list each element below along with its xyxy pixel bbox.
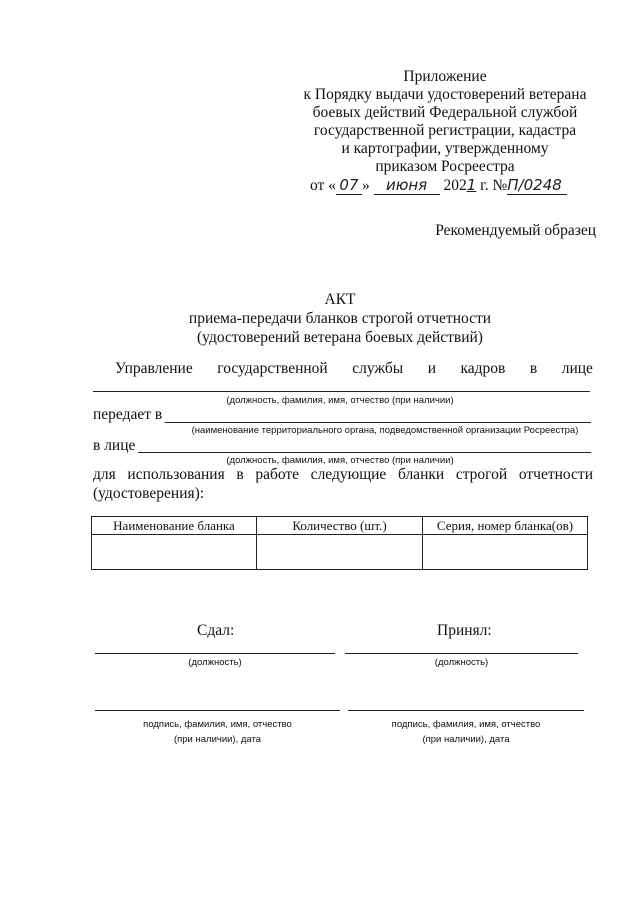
word: и	[427, 360, 436, 377]
received-position-line[interactable]	[345, 653, 578, 654]
word: службы	[352, 360, 404, 377]
caption-organ: (наименование территориального органа, подведомственной организации Росреестра)	[191, 425, 579, 436]
cell-blank-name[interactable]	[92, 535, 257, 570]
header-series: Серия, номер бланка(ов)	[423, 517, 588, 535]
appendix-line: и картографии, утвержденному	[341, 140, 549, 157]
date-close: »	[361, 177, 370, 194]
recommended-sample: Рекомендуемый образец	[435, 222, 596, 239]
order-day: 07	[336, 176, 362, 195]
header-blank-name: Наименование бланка	[92, 517, 257, 535]
gave-position-caption: (должность)	[188, 657, 242, 668]
cell-quantity[interactable]	[257, 535, 423, 570]
use-line-2: (удостоверения):	[93, 485, 205, 502]
organ-fill-line[interactable]	[165, 422, 591, 423]
sign-caption-line: (при наличии), дата	[422, 734, 510, 745]
word: лице	[561, 360, 593, 377]
received-signature-caption	[348, 717, 584, 747]
received-label: Принял:	[437, 622, 492, 639]
received-position-caption: (должность)	[434, 657, 489, 668]
table-row	[92, 535, 588, 570]
title-sub2: (удостоверений ветерана боевых действий)	[197, 329, 483, 346]
word: кадров	[460, 360, 506, 377]
appendix-line: к Порядку выдачи удостоверений ветерана	[303, 86, 587, 103]
appendix-block	[290, 68, 600, 176]
year-prefix: 202	[443, 177, 467, 194]
caption-in-person: (должность, фамилия, имя, отчество (при наличии)	[226, 455, 454, 466]
appendix-line: государственной регистрации, кадастра	[313, 122, 577, 139]
person-fill-line[interactable]	[93, 391, 590, 392]
use-line: для использования в работе следующие бланки строгой отчетности	[93, 466, 593, 483]
date-prefix: от «	[310, 177, 336, 194]
gave-label: Сдал:	[197, 622, 235, 639]
sign-caption-line: (при наличии), дата	[173, 734, 262, 745]
year-suffix: 1	[466, 176, 477, 194]
act-title	[0, 290, 640, 347]
sign-caption-line: подпись, фамилия, имя, отчество	[391, 719, 541, 730]
body-line-1	[115, 360, 593, 378]
gave-signature-caption	[95, 717, 340, 747]
word: Управление	[115, 360, 193, 377]
blanks-table	[91, 516, 588, 570]
word: в	[529, 360, 538, 377]
table-header-row	[92, 517, 588, 535]
appendix-line: боевых действий Федеральной службой	[312, 104, 578, 121]
in-person-fill-line[interactable]	[138, 452, 591, 453]
title-main: АКТ	[324, 291, 356, 308]
title-sub1: приема-передачи бланков строгой отчетности	[188, 310, 492, 327]
order-number: П/0248	[507, 176, 567, 195]
caption-person: (должность, фамилия, имя, отчество (при наличии)	[226, 395, 454, 406]
appendix-line: Приложение	[403, 68, 487, 85]
sign-caption-line: подпись, фамилия, имя, отчество	[143, 719, 292, 730]
word: государственной	[217, 360, 328, 377]
header-quantity: Количество (шт.)	[257, 517, 423, 535]
gave-signature-line[interactable]	[95, 710, 340, 711]
order-date-line	[310, 176, 567, 195]
cell-series[interactable]	[423, 535, 588, 570]
year-word: г. №	[480, 177, 508, 194]
in-person-label: в лице	[93, 437, 136, 454]
order-month: июня	[374, 176, 440, 195]
appendix-line: приказом Росреестра	[375, 158, 515, 175]
transfers-label: передает в	[93, 406, 163, 423]
received-signature-line[interactable]	[348, 710, 584, 711]
gave-position-line[interactable]	[95, 653, 335, 654]
